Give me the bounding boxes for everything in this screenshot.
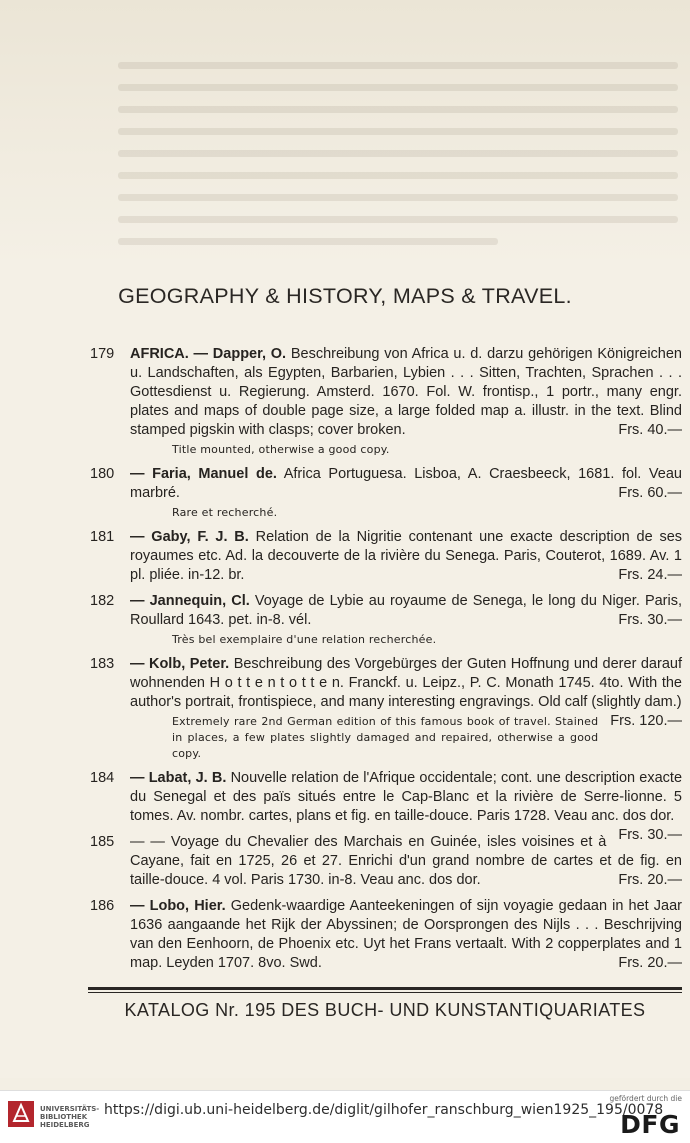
entry-price: Frs. 30.— — [618, 827, 682, 843]
entry-price: Frs. 120.— — [610, 713, 682, 729]
university-seal-icon — [6, 1099, 36, 1129]
catalog-entry — [92, 465, 682, 521]
entry-number: 185 — [90, 834, 115, 850]
entry-text: — — Voyage du Chevalier des Marchais en Guinée, isles voisines et à Cayane, fait en 1725, 26 et 27. Enrichi d'un grand nombre de cartes et de fig. en taille-douce. 4 vol. Paris 1730. in-8. Veau anc. dos dor. — [130, 834, 682, 888]
entry-number: 179 — [90, 346, 115, 362]
catalog-entry — [92, 833, 682, 890]
entry-text: Beschreibung des Vorgebürges der Guten Hoffnung und derer darauf wohnenden H o t t e n t o t t e n. Franckf. u. Leipz., P. C. Monath 1745. 4to. With the author's portrait, frontispiece, and many interesting engravings. Old calf (slightly dam.) — [130, 656, 682, 710]
entry-text: Relation de la Nigritie contenant une exacte description de ses royaumes etc. Ad. la decouverte de la rivière du Senega. Paris, Couterot, 1689. Av. 1 pl. pliée. in-12. br. — [130, 529, 683, 583]
entry-description — [130, 655, 682, 729]
catalog-entry — [92, 897, 682, 973]
entry-description — [130, 897, 682, 973]
entry-number: 186 — [90, 898, 115, 914]
entry-number: 181 — [90, 529, 115, 545]
entry-description — [130, 465, 682, 503]
entry-text: Voyage de Lybie au royaume de Senega, le long du Niger. Paris, Roullard 1643. pet. in-8. vél. — [130, 593, 683, 628]
bleed-through-area — [0, 0, 690, 270]
entry-description — [130, 769, 683, 843]
entry-price: Frs. 60.— — [618, 485, 682, 501]
entry-author: — Kolb, Peter. — [130, 656, 230, 672]
entry-price: Frs. 20.— — [618, 872, 682, 888]
entry-author: — Faria, Manuel de. — [130, 466, 277, 482]
catalog-entry — [92, 528, 682, 585]
entry-author: — Labat, J. B. — [130, 770, 227, 786]
entry-author: AFRICA. — Dapper, O. — [130, 346, 287, 362]
entry-description — [130, 833, 682, 890]
entry-number: 184 — [90, 770, 115, 786]
permalink-url[interactable]: https://digi.ub.uni-heidelberg.de/diglit/gilhofer_ranschburg_wien1925_195/0078 — [104, 1102, 664, 1118]
entry-author: — Jannequin, Cl. — [130, 593, 250, 609]
entry-description — [130, 345, 682, 440]
entry-price: Frs. 20.— — [618, 955, 682, 971]
entry-price: Frs. 24.— — [618, 567, 682, 583]
footer-rule-thin — [88, 992, 682, 993]
entry-price: Frs. 30.— — [618, 612, 682, 628]
funded-by-label: gefördert durch die — [609, 1094, 682, 1103]
entry-author: — Gaby, F. J. B. — [130, 529, 249, 545]
entry-note: Title mounted, otherwise a good copy. — [172, 443, 390, 456]
entry-description — [130, 592, 682, 630]
footer-rule-thick — [88, 987, 682, 990]
entry-note: Extremely rare 2nd German edition of this famous book of travel. Stained in places, a few plates slightly damaged and repaired, otherwise a good copy. — [172, 715, 599, 760]
catalog-entry — [92, 345, 682, 458]
institution-name: UNIVERSITÄTS- BIBLIOTHEK HEIDELBERG — [40, 1105, 100, 1129]
entry-number: 180 — [90, 466, 115, 482]
page-footer: KATALOG Nr. 195 DES BUCH- UND KUNSTANTIQUARIATES — [124, 1000, 646, 1020]
dfg-logo: DFG — [620, 1110, 680, 1139]
entry-author: — Lobo, Hier. — [130, 898, 226, 914]
entry-number: 183 — [90, 656, 115, 672]
entry-note: Rare et recherché. — [172, 506, 278, 519]
entry-text: Beschreibung von Africa u. d. darzu gehörigen Königreichen u. Landschaften, als Egypten, Barbarien, Lybien . . . Sitten, Trachten, Sprachen . . . Gottesdienst u. Regierung. Amsterd. 1670. Fol. W. frontisp., 1 portr., many engr. plates and maps of double page size, a large folded map a. illustr. in the text. Blind stamped pigskin with clasps; cover broken. — [130, 346, 683, 438]
entry-description — [130, 528, 682, 585]
entry-price: Frs. 40.— — [618, 422, 682, 438]
viewer-bottom-bar — [0, 1090, 690, 1143]
entry-text: Africa Portuguesa. Lisboa, A. Craesbeeck, 1681. fol. Veau marbré. — [130, 466, 682, 501]
entry-text: Gedenk-waardige Aanteekeningen of sijn voyagie gedaan in het Jaar 1636 aangaande het Rijk der Abyssinen; de Oorsprongen des Nijls . . . Beschrijving van den Eenhoorn, de Phoenix etc. Uyt het Frans vertaalt. With 2 copperplates and 1 map. Leyden 1707. 8vo. Swd. — [130, 898, 683, 971]
entry-number: 182 — [90, 593, 115, 609]
entry-text: Nouvelle relation de l'Afrique occidentale; cont. une description exacte du Senegal et des païs situés entre le Cap-Blanc et la rivière de Serre-lionne. 5 tomes. Av. nombr. cartes, plans et fig. en taille-douce. Paris 1728. Veau anc. dos dor. — [130, 770, 683, 824]
entry-note: Très bel exemplaire d'une relation recherchée. — [172, 633, 437, 646]
section-heading: GEOGRAPHY & HISTORY, MAPS & TRAVEL. — [118, 284, 572, 308]
catalog-entry — [92, 592, 682, 648]
catalog-entries — [92, 345, 682, 980]
catalog-entry — [92, 655, 682, 762]
